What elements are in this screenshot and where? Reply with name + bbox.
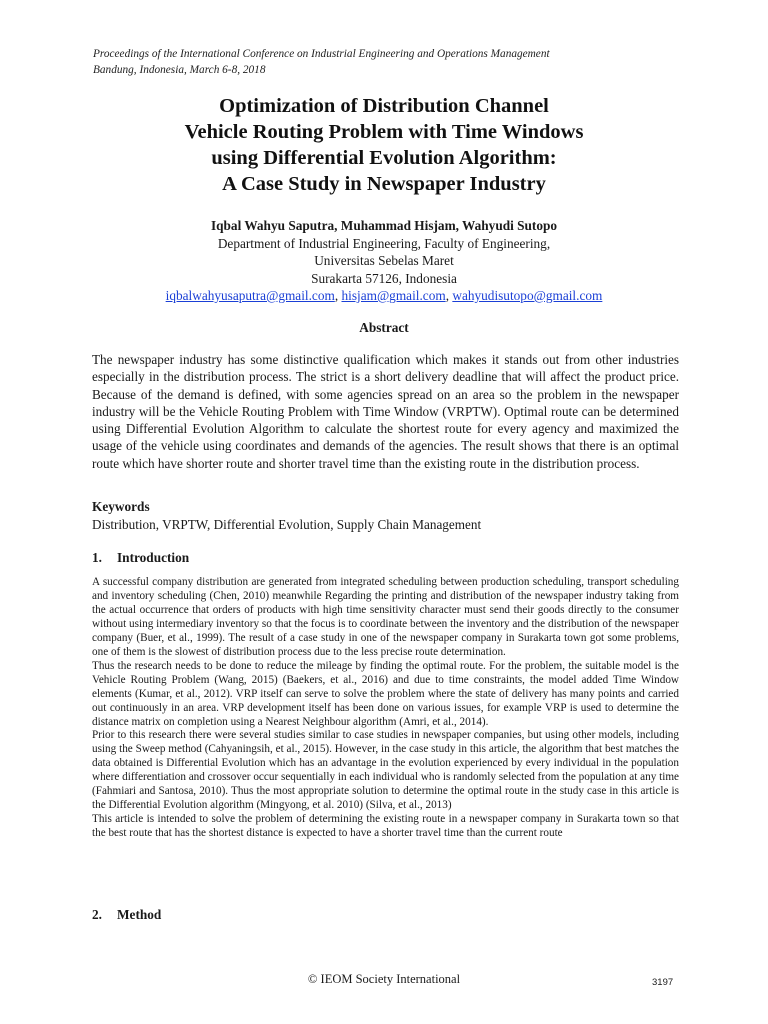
email-separator: , [334,288,342,303]
author-block [60,217,708,305]
section-2-number: 2. [92,907,102,922]
section-2-title: Method [117,907,162,922]
email-link-sutopo[interactable]: wahyudisutopo@gmail.com [452,288,603,303]
header-line-2: Bandung, Indonesia, March 6-8, 2018 [93,64,266,76]
title-line-2: Vehicle Routing Problem with Time Windows [184,121,584,143]
footer-society: © IEOM Society International [307,972,461,986]
keywords-heading: Keywords [92,499,150,514]
author-city: Surakarta 57126, Indonesia [311,270,457,286]
abstract-heading: Abstract [359,320,409,335]
introduction-body [92,576,679,841]
email-link-saputra[interactable]: iqbalwahyusaputra@gmail.com [165,288,335,303]
section-1-heading [92,550,189,566]
section-1-number: 1. [92,550,102,565]
author-university: Universitas Sebelas Maret [314,253,454,268]
intro-paragraph: This article is intended to solve the problem of determining the existing route in a newspaper company in Surakarta town so that the best route that has the shortest distance is expected to have a shorter travel time than the current route [92,813,679,840]
section-2-heading [92,907,161,923]
keywords-text: Distribution, VRPTW, Differential Evolution, Supply Chain Management [92,517,482,532]
title-line-1: Optimization of Distribution Channel [219,95,549,117]
email-link-hisjam[interactable]: hisjam@gmail.com [341,288,446,303]
page-number: 3197 [652,977,674,988]
intro-paragraph: A successful company distribution are generated from integrated scheduling between production scheduling, transport scheduling and inventory scheduling (Chen, 2010) meanwhile Regarding the printing and distribution of the newspaper industry taking from the actual occurrence that orders of products with high time sensitivity character must send their goods directly to the consumer without using intermediary inventory so that the focus is to coordinate between the inventory and the distribution of the newspaper company (Buer, et al., 1999). The result of a case study in one of the newspaper company in Surakarta town got some problems, one of them is the slowest of distribution process due to the less precise route determination. [92,576,679,658]
intro-paragraph: Prior to this research there were several studies similar to case studies in newspaper companies, but using other models, including using the Sweep method (Cahyaningsih, et al., 2015). However, in the case study in this article, the algorithm that best matches the data obtained is Differential Evolution which has an advantage in the evolution experienced by every individual in the population where differentiation and crossover occur sequentially in each individual who is randomly selected from the population at any time (Fahmiari and Santosa, 2010). Thus the most appropriate solution to determine the optimal route in the study case in this article is the Differential Evolution algorithm (Mingyong, et al. 2010) (Silva, et al., 2013) [92,729,679,812]
section-1-title: Introduction [117,550,190,565]
title-line-3: using Differential Evolution Algorithm: [211,147,557,169]
header-line-1: Proceedings of the International Conference on Industrial Engineering and Operations Management [93,48,550,60]
author-emails [60,287,708,305]
title-line-4: A Case Study in Newspaper Industry [222,173,546,195]
author-names: Iqbal Wahyu Saputra, Muhammad Hisjam, Wahyudi Sutopo [210,218,558,233]
proceedings-header [93,46,693,78]
abstract-text: The newspaper industry has some distinctive qualification which makes it stands out from other industries especially in the distribution process. The strict is a short delivery deadline that will affect the product price. Because of the demand is defined, with some agencies spread on an area so the problem in the newspaper industry will be the Vehicle Routing Problem with Time Window (VRPTW). Optimal route can be determined using Differential Evolution Algorithm to calculate the shortest route for every agency and maximized the usage of the vehicle using coordinates and demands of the agencies. The result shows that there is an optimal route which have shorter route and shorter travel time than the existing route in the distribution process. [92,352,679,471]
paper-title [60,93,708,197]
author-department: Department of Industrial Engineering, Faculty of Engineering, [217,235,551,251]
email-separator: , [445,288,453,303]
intro-paragraph: Thus the research needs to be done to reduce the mileage by finding the optimal route. For the problem, the suitable model is the Vehicle Routing Problem (Wang, 2015) (Baekers, et al., 2016) and due to time constraints, the model added Time Window elements (Kumar, et al., 2012). VRP itself can serve to solve the problem where the state of delivery has many points and carried out continuously in an area. VRP development itself has been done on various issues, for example VRP is used to determine the distance matrix on completion using a Nearest Neighbour algorithm (Amri, et al., 2014). [92,659,679,728]
